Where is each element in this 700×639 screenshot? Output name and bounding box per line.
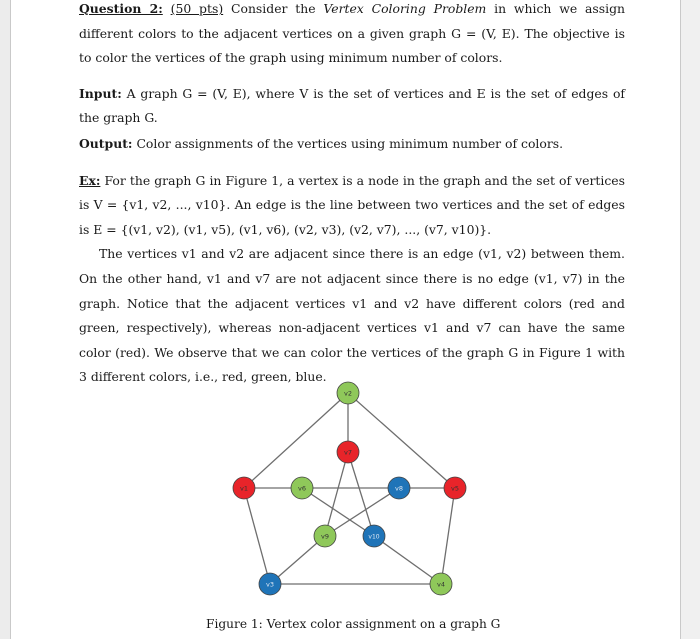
question-label: Question 2:: [79, 1, 163, 16]
document-page: [79, 0, 625, 390]
vertex-v10: [363, 525, 385, 547]
vertex-label-v10: v10: [368, 533, 380, 541]
adjacency-paragraph: The vertices v1 and v2 are adjacent since there is an edge (v1, v2) between them. On the other hand, v1 and v7 are not adjacent since there is no edge (v1, v7) in the graph. Notice that the adjacent vertices v1 and v2 have different colors (red and green, respectively), whereas non-adjacent vertices v1 and v7 can have the same color (red). We observe that we can color the vertices of the graph G in Figure 1 with 3 different colors, i.e., red, green, blue.: [79, 246, 625, 385]
left-border: [10, 0, 11, 639]
vertex-label-v2: v2: [344, 389, 352, 398]
output-paragraph: [79, 132, 625, 157]
graph-edges: [244, 393, 455, 584]
vertex-label-v8: v8: [395, 484, 403, 493]
vertex-label-v3: v3: [266, 580, 274, 589]
vertex-label-v9: v9: [321, 532, 329, 541]
vertex-v6: [291, 477, 313, 499]
vertex-v8: [388, 477, 410, 499]
edge-v7-v10: [348, 452, 374, 536]
figure-caption: Figure 1: Vertex color assignment on a graph G: [206, 617, 501, 631]
vertex-v7: [337, 441, 359, 463]
vertex-label-v4: v4: [437, 580, 445, 589]
edge-v2-v5: [348, 393, 455, 488]
vertex-v4: [430, 573, 452, 595]
question-text-before: Consider the: [231, 1, 316, 16]
output-label: Output:: [79, 135, 133, 151]
example-label: Ex:: [79, 172, 101, 188]
vertex-v3: [259, 573, 281, 595]
edge-v5-v4: [441, 488, 455, 584]
left-margin: [0, 0, 10, 639]
vertex-v5: [444, 477, 466, 499]
example-text: For the graph G in Figure 1, a vertex is a node in the graph and the set of vertices is V = {v1, v2, ..., v10}. An edge is the line between two vertices and the set of edges is E = {(v1, v2), (v1, v5), (v1, v6), (v2, v3), (v2, v7), ..., (v7, v10)}.: [79, 172, 625, 237]
question-points: (50 pts): [170, 1, 224, 16]
edge-v4-v10: [374, 536, 441, 584]
edge-v2-v1: [244, 393, 348, 488]
input-text: A graph G = (V, E), where V is the set of vertices and E is the set of edges of the graph G.: [79, 85, 625, 126]
input-paragraph: [79, 82, 625, 131]
vertex-v9: [314, 525, 336, 547]
vertex-v1: [233, 477, 255, 499]
example-paragraph: [79, 169, 625, 243]
output-text: Color assignments of the vertices using minimum number of colors.: [136, 135, 564, 151]
problem-name: Vertex Coloring Problem: [323, 1, 487, 16]
edge-v1-v3: [244, 488, 270, 584]
graph-svg: [222, 378, 482, 606]
vertex-label-v1: v1: [240, 484, 248, 493]
vertex-label-v7: v7: [344, 448, 352, 457]
right-margin: [681, 0, 700, 639]
vertex-label-v5: v5: [451, 484, 459, 493]
edge-v6-v10: [302, 488, 374, 536]
vertex-label-v6: v6: [298, 484, 306, 493]
input-label: Input:: [79, 85, 122, 101]
question-paragraph: [79, 0, 625, 71]
vertex-v2: [337, 382, 359, 404]
question-text-after: in which we assign different colors to the adjacent vertices on a given graph G = (V, E). The objective is to color the vertices of the graph using minimum number of colors.: [79, 1, 625, 66]
graph-figure: [222, 378, 482, 606]
